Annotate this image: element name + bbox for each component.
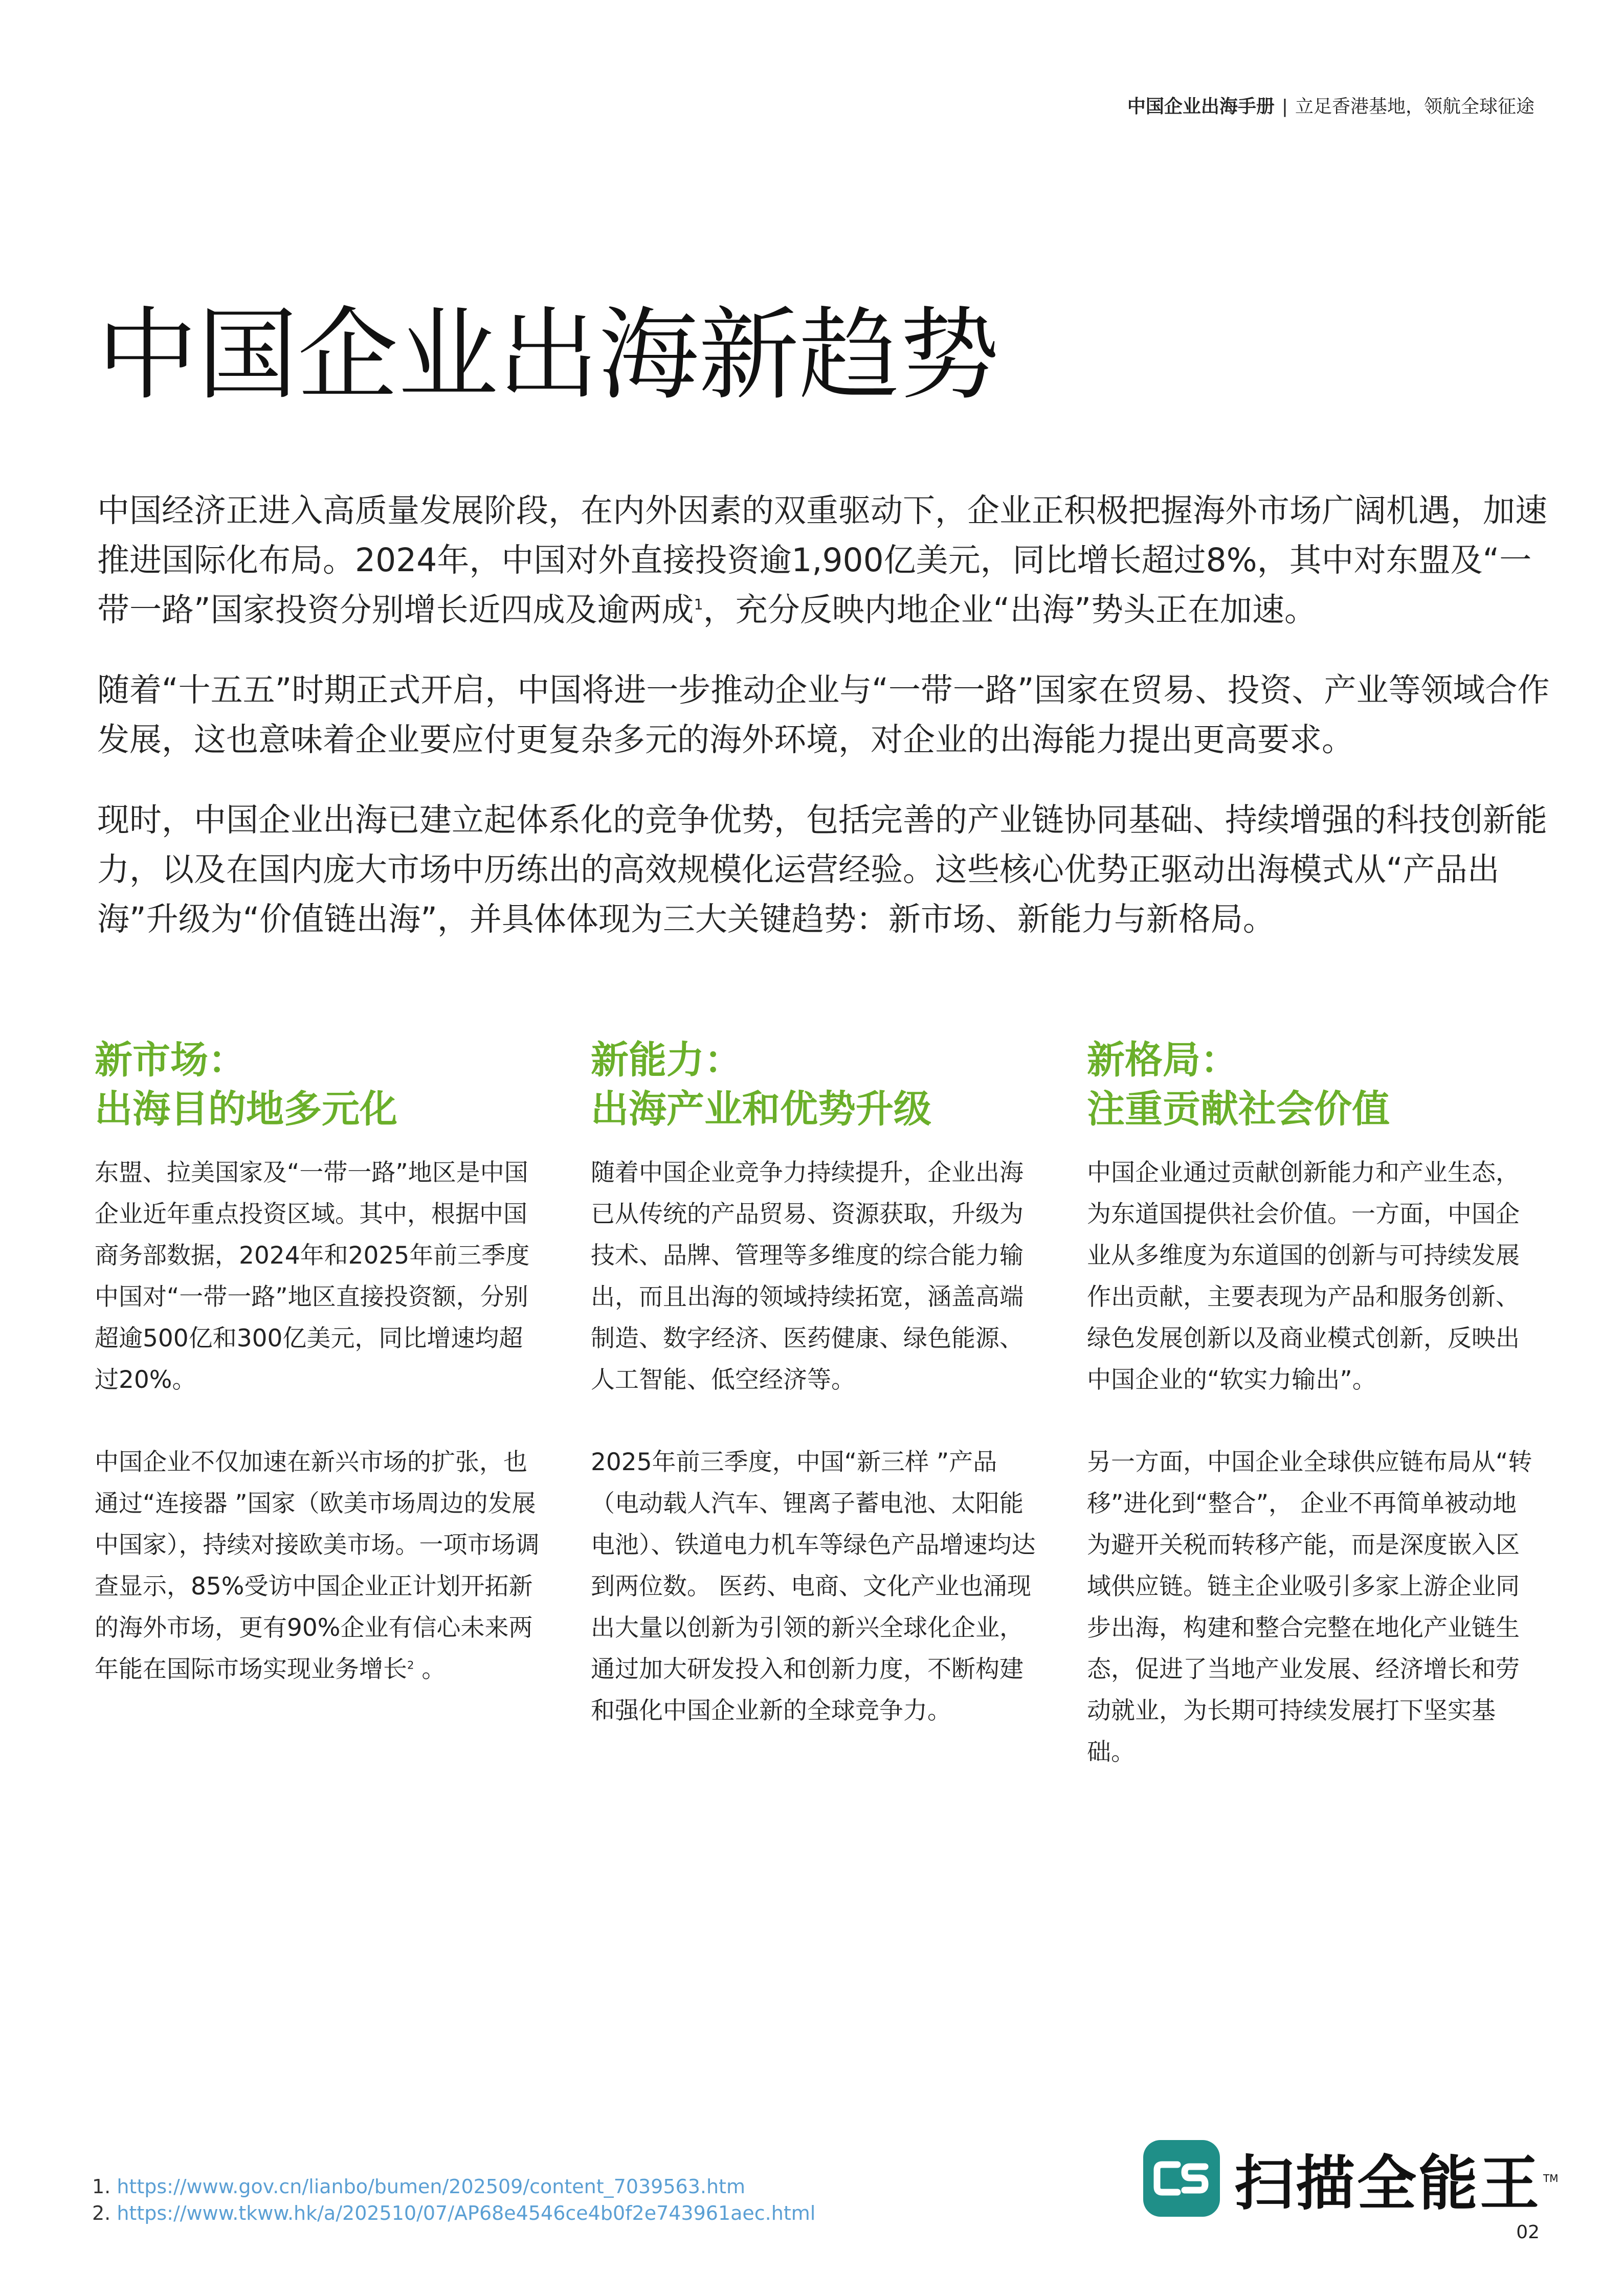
trend-column-new-market (95, 1036, 545, 1731)
intro-paragraph-3: 现时，中国企业出海已建立起体系化的竞争优势，包括完善的产业链协同基础、持续增强的科技创新能力，以及在国内庞大市场中历练出的高效规模化运营经验。这些核心优势正驱动出海模式从“产品出海”升级为“价值链出海”，并具体体现为三大关键趋势：新市场、新能力与新格局。 (97, 801, 1547, 938)
footnote-ref-2: 2 (407, 1658, 414, 1672)
trend-paragraph-2: 2025年前三季度，中国“新三样 ”产品（电动载人汽车、锂离子蓄电池、太阳能电池）、铁道电力机车等绿色产品增速均达到两位数。 医药、电商、文化产业也涌现出大量以创新为引领的新兴全球化企业，通过加大研发投入和创新力度，不断构建和强化中国企业新的全球竞争力。 (591, 1448, 1036, 1725)
footnote-link-2[interactable]: https://www.tkww.hk/a/202510/07/AP68e4546ce4b0f2e743961aec.html (117, 2202, 816, 2224)
trend-paragraph-2: 另一方面，中国企业全球供应链布局从“转移”进化到“整合”， 企业不再简单被动地为避开关税而转移产能，而是深度嵌入区域供应链。链主企业吸引多家上游企业同步出海，构建和整合完整在地化产业链生态，促进了当地产业发展、经济增长和劳动就业，为长期可持续发展打下坚实基础。 (1087, 1448, 1532, 1766)
trend-heading-line2: 出海产业和优势升级 (591, 1087, 931, 1131)
trend-p2-text: 中国企业不仅加速在新兴市场的扩张，也通过“连接器 ”国家（欧美市场周边的发展中国家），持续对接欧美市场。一项市场调查显示，85%受访中国企业正计划开拓新的海外市场，更有90%企业有信心未来两年能在国际市场实现业务增长 (95, 1448, 540, 1683)
trend-heading (95, 1036, 545, 1134)
trademark-symbol: TM (1543, 2172, 1559, 2185)
page-number: 02 (1516, 2222, 1540, 2243)
trend-heading-line1: 新市场： (95, 1038, 246, 1082)
trend-paragraph-1: 东盟、拉美国家及“一带一路”地区是中国企业近年重点投资区域。其中，根据中国商务部数据，2024年和2025年前三季度中国对“一带一路”地区直接投资额，分别超逾500亿和300亿美元，同比增速均超过20%。 (95, 1159, 530, 1394)
footnote-link-1[interactable]: https://www.gov.cn/lianbo/bumen/202509/content_7039563.htm (117, 2175, 745, 2198)
trend-column-new-pattern (1087, 1036, 1537, 1814)
camscanner-logo (1143, 2140, 1558, 2217)
trend-paragraph-2 (95, 1442, 545, 1690)
running-header (1127, 92, 1534, 118)
trend-paragraph-1: 中国企业通过贡献创新能力和产业生态，为东道国提供社会价值。一方面，中国企业从多维度为东道国的创新与可持续发展作出贡献，主要表现为产品和服务创新、绿色发展创新以及商业模式创新，反映出中国企业的“软实力输出”。 (1087, 1159, 1520, 1394)
page-title: 中国企业出海新趋势 (97, 297, 1000, 414)
intro-p1-text-end: ，充分反映内地企业“出海”势头正在加速。 (703, 591, 1317, 628)
footnote-1 (92, 2173, 815, 2200)
trend-column-new-capability (591, 1036, 1041, 1772)
header-tagline: 立足香港基地，领航全球征途 (1295, 96, 1534, 117)
header-title: 中国企业出海手册 (1127, 96, 1275, 117)
cs-logo-glyph (1151, 2155, 1212, 2201)
trend-heading (591, 1036, 1041, 1134)
intro-paragraph-1 (97, 486, 1550, 635)
footnote-number: 1. (92, 2175, 117, 2198)
footnote-number: 2. (92, 2202, 117, 2224)
intro-p1-text: 中国经济正进入高质量发展阶段，在内外因素的双重驱动下，企业正积极把握海外市场广阔机遇，加速推进国际化布局。2024年，中国对外直接投资逾1,900亿美元，同比增长超过8%，其中对东盟及“一带一路”国家投资分别增长近四成及逾两成 (97, 492, 1547, 628)
header-separator: | (1281, 96, 1288, 117)
cs-logo-icon (1143, 2140, 1220, 2217)
footnote-2 (92, 2200, 815, 2226)
trend-heading (1087, 1036, 1537, 1134)
trend-paragraph-1: 随着中国企业竞争力持续提升，企业出海已从传统的产品贸易、资源获取，升级为技术、品牌、管理等多维度的综合能力输出，而且出海的领域持续拓宽，涵盖高端制造、数字经济、医药健康、绿色能源、人工智能、低空经济等。 (591, 1159, 1024, 1394)
footnotes (92, 2173, 815, 2226)
trend-heading-line2: 出海目的地多元化 (95, 1087, 397, 1131)
footnote-ref-1: 1 (694, 596, 703, 613)
logo-wordmark: 扫描全能王 (1234, 2149, 1541, 2218)
trend-p2-text-end: 。 (414, 1655, 446, 1683)
intro-paragraph-2: 随着“十五五”时期正式开启，中国将进一步推动企业与“一带一路”国家在贸易、投资、产业等领域合作发展，这也意味着企业要应付更复杂多元的海外环境，对企业的出海能力提出更高要求。 (97, 671, 1550, 758)
intro-section (97, 486, 1550, 975)
trend-heading-line2: 注重贡献社会价值 (1087, 1087, 1390, 1131)
trend-heading-line1: 新能力： (591, 1038, 742, 1082)
trend-heading-line1: 新格局： (1087, 1038, 1238, 1082)
